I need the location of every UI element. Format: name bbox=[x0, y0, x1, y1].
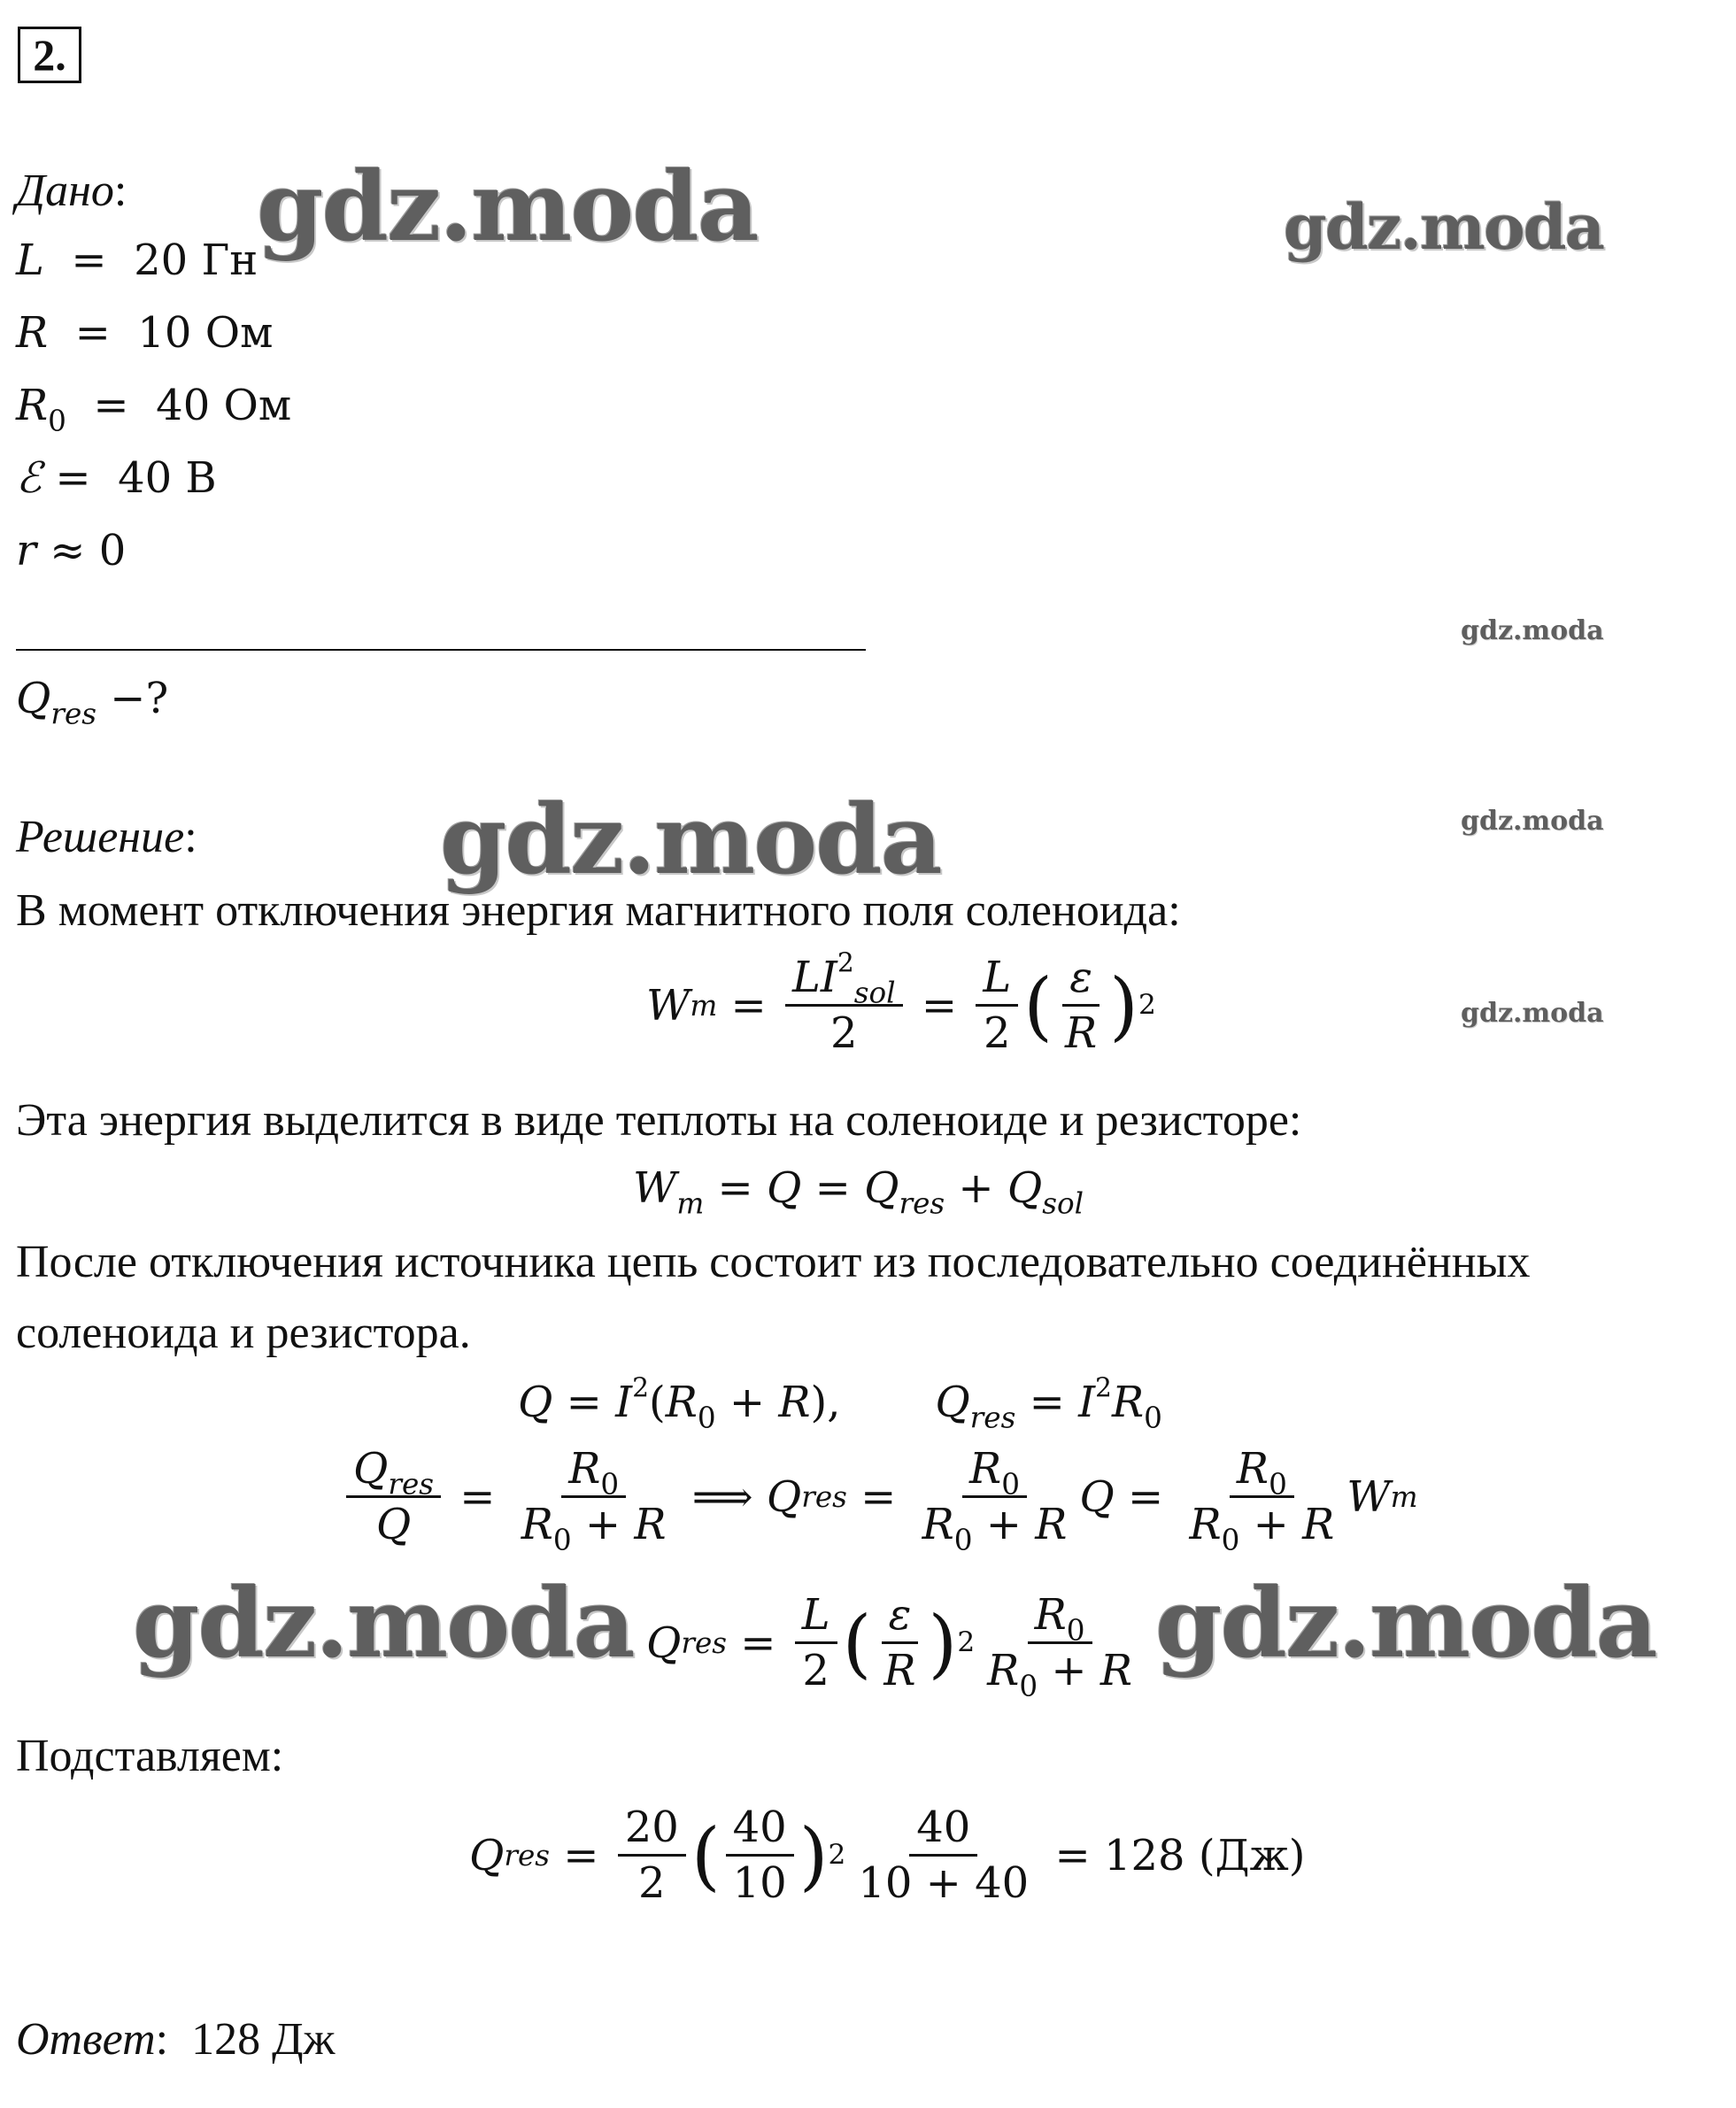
formula-numeric: Q res = $\frac{20}{2}$ ( $\frac{40}{10}$ ) 2 $\frac{40}{10 + 40}$ = 128 (Дж) bbox=[469, 1803, 1306, 1908]
formula-heat-balance: $W_m = Q = Q_{res} + Q_{sol}$ bbox=[633, 1163, 1084, 1221]
formula-joule: $Q = I^2(R_0 + R)$, $Q_{res} = I^2R_0$ bbox=[518, 1372, 1162, 1435]
solution-text-3: После отключения источника цепь состоит из последовательно соединённых bbox=[16, 1237, 1531, 1287]
formula-ratio: $\frac{Q_{res}}{Q}$ = $\frac{R_0}{R_0 + R}$ ⟹ Q res = $\frac{R_0}{R_0 + R}$ Q = $\frac{R_0}{R_0 + R}$ W m bbox=[341, 1448, 1418, 1546]
watermark: gdz.moda bbox=[1461, 998, 1604, 1029]
find-quantity: $Q_{res}$ −? bbox=[16, 674, 169, 731]
substitute-text: Подставляем: bbox=[16, 1731, 284, 1781]
watermark: gdz.moda bbox=[1461, 806, 1604, 837]
watermark: gdz.moda bbox=[1461, 615, 1604, 646]
given-r: r ≈ 0 bbox=[16, 526, 127, 575]
watermark: gdz.moda bbox=[440, 784, 941, 896]
given-emf: ℰ = 40 В bbox=[16, 453, 217, 503]
solution-heading: Решение: bbox=[16, 812, 197, 862]
formula-result-general: Q res = $\frac{L}{2}$ ( $\frac{\varepsilon}{R}$ ) 2 $\frac{R_0}{R_0 + R}$ bbox=[646, 1590, 1132, 1703]
watermark: gdz.moda bbox=[1155, 1568, 1656, 1679]
given-R: R = 10 Ом bbox=[16, 308, 274, 358]
solution-text-4: соленоида и резистора. bbox=[16, 1308, 471, 1358]
answer: Ответ: 128 Дж bbox=[16, 2014, 336, 2065]
given-R0: $R_0 = 40$ Ом bbox=[16, 381, 292, 438]
watermark: gdz.moda bbox=[133, 1568, 634, 1679]
watermark: gdz.moda bbox=[257, 151, 758, 263]
divider bbox=[16, 649, 866, 651]
watermark: gdz.moda bbox=[1284, 190, 1604, 264]
solution-text-1: В момент отключения энергия магнитного поля соленоида: bbox=[16, 885, 1181, 936]
given-L: L = 20 Гн bbox=[16, 236, 258, 285]
given-heading: Дано: bbox=[16, 166, 127, 216]
solution-text-2: Эта энергия выделится в виде теплоты на соленоиде и резисторе: bbox=[16, 1095, 1302, 1146]
problem-number: 2. bbox=[18, 27, 81, 83]
formula-energy: W m = $\frac{LI^2_{sol}}{2}$ = $\frac{L}{2}$ ( $\frac{\varepsilon}{R}$ ) 2 bbox=[646, 947, 1156, 1058]
